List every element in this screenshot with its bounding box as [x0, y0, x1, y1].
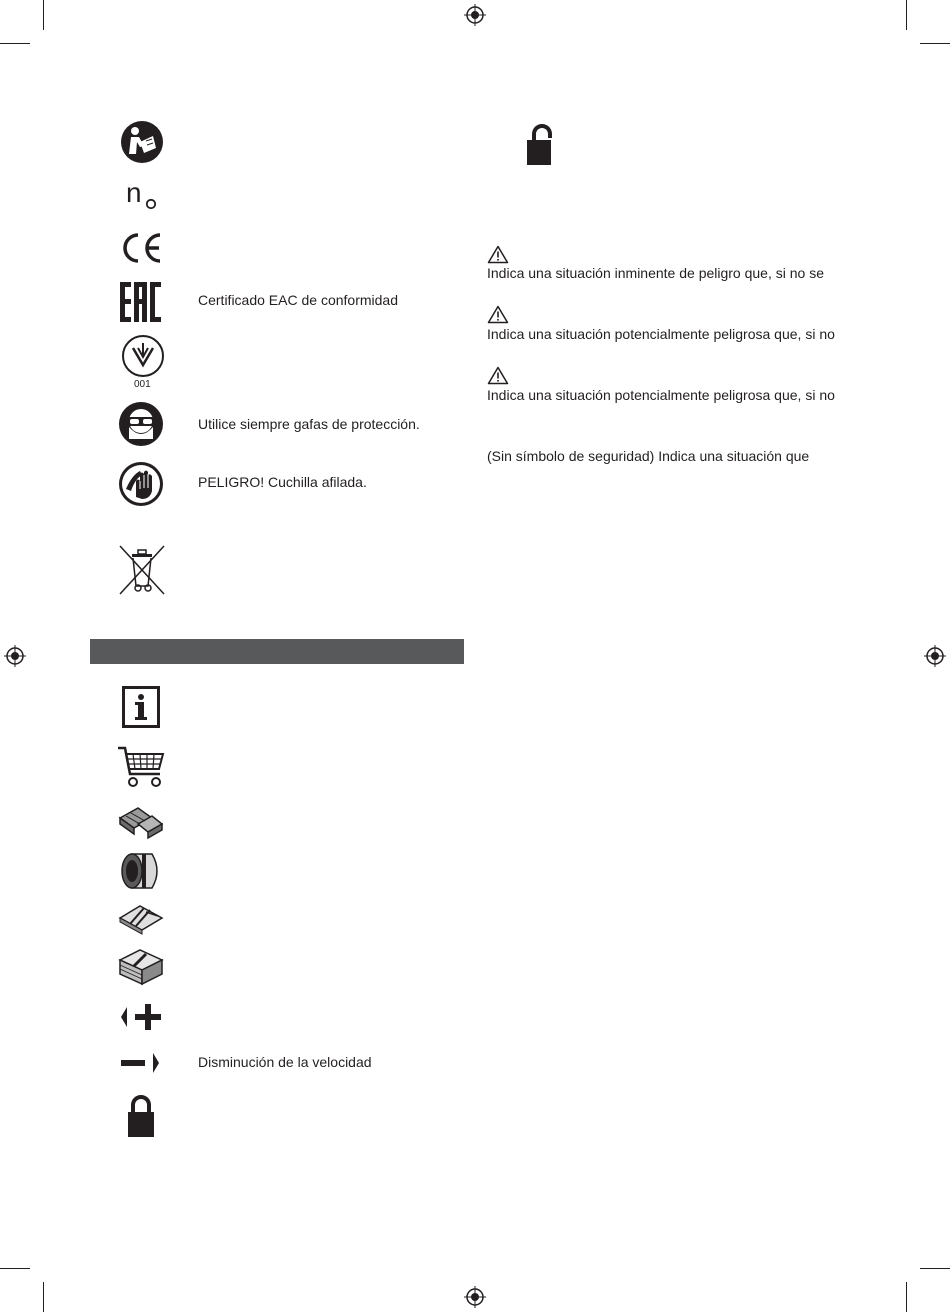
- crop-mark: [906, 0, 907, 30]
- registration-mark-icon: [464, 1286, 486, 1308]
- crop-mark: [906, 1282, 907, 1312]
- eac-label: Certificado EAC de conformidad: [198, 292, 398, 308]
- ukrainian-conformity-icon: [121, 334, 165, 378]
- crop-mark: [0, 1268, 30, 1269]
- info-icon: [122, 686, 160, 728]
- crop-mark: [0, 43, 30, 44]
- warning-triangle-icon: [487, 305, 509, 324]
- accessory-3-icon: [118, 900, 164, 934]
- section-bar-label: [90, 643, 98, 659]
- conformity-code: 001: [134, 379, 151, 390]
- warning-triangle-icon: [487, 366, 509, 385]
- unlock-icon: [525, 124, 555, 166]
- weee-bin-icon: [118, 544, 166, 596]
- accessory-4-icon: [118, 944, 164, 986]
- accessory-1-icon: [118, 804, 164, 840]
- registration-mark-icon: [924, 645, 946, 667]
- crop-mark: [920, 1268, 950, 1269]
- ce-mark-icon: [120, 232, 164, 264]
- svg-text:n: n: [126, 177, 142, 208]
- crop-mark: [43, 0, 44, 30]
- signal-word-caution-text: Indica una situación potencialmente peligrosa que, si no: [487, 387, 835, 403]
- crop-mark: [920, 43, 950, 44]
- increase-speed-icon: [119, 1004, 163, 1030]
- signal-word-danger-text: Indica una situación inminente de peligro que, si no se: [487, 265, 824, 281]
- safety-glasses-label: Utilice siempre gafas de protección.: [198, 416, 420, 432]
- sharp-blade-label: PELIGRO! Cuchilla afilada.: [198, 474, 367, 490]
- decrease-speed-icon: [119, 1050, 163, 1076]
- warning-triangle-icon: [487, 245, 509, 264]
- no-load-speed-icon: [126, 177, 160, 210]
- shopping-cart-icon: [116, 744, 166, 790]
- registration-mark-icon: [464, 4, 486, 26]
- lock-icon: [127, 1094, 155, 1138]
- registration-mark-icon: [4, 645, 26, 667]
- crop-mark: [43, 1282, 44, 1312]
- signal-word-warning-text: Indica una situación potencialmente peligrosa que, si no: [487, 326, 835, 342]
- section-bar: [90, 639, 464, 664]
- read-manual-icon: [120, 120, 164, 164]
- signal-word-notice-text: (Sin símbolo de seguridad) Indica una situación que: [487, 448, 810, 464]
- decrease-speed-label: Disminución de la velocidad: [198, 1054, 372, 1070]
- accessory-2-icon: [118, 852, 164, 890]
- sharp-blade-icon: [118, 461, 164, 507]
- eac-mark-icon: [120, 281, 162, 323]
- safety-glasses-icon: [118, 401, 164, 447]
